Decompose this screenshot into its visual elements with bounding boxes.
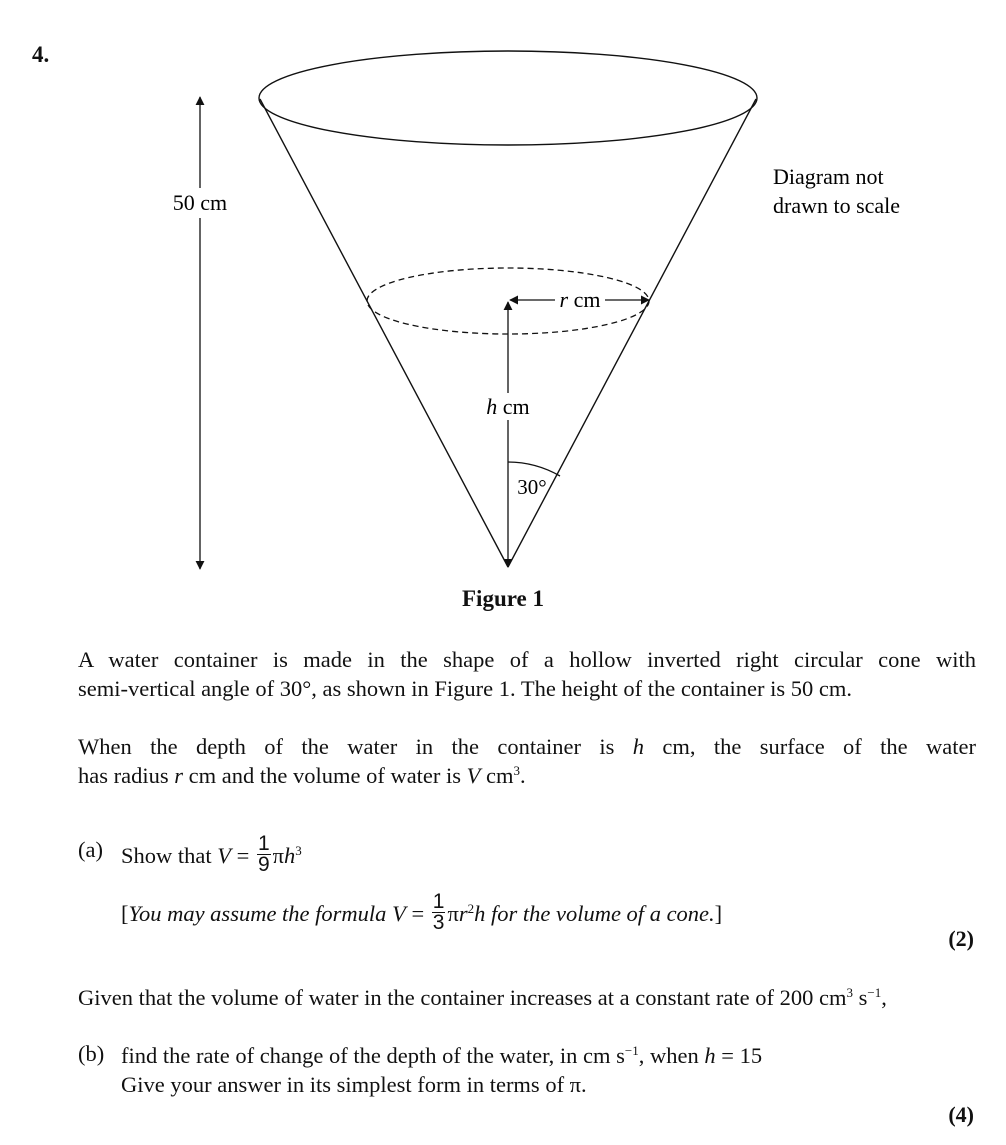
part-a-marks: (2) (948, 926, 974, 951)
part-a-hint: [You may assume the formula V = $\frac{1}{3}$ $\pi r^2h$ for the volume of a cone.] (121, 890, 723, 934)
part-b-marks: (4) (948, 1102, 974, 1127)
intro-line-4: has radius r cm and the volume of water is V $cm^3$. (78, 763, 526, 788)
question-number: 4. (32, 42, 50, 67)
part-b-line-1: find the rate of change of the depth of the water, in cm $s^{-1}$, when h = 15 (121, 1043, 763, 1068)
height-label: 50 cm (172, 190, 228, 215)
intro-line-3: When the depth of the water in the container is h cm, the surface of the water (78, 734, 976, 759)
part-a-label: (a) (78, 837, 103, 862)
angle-arc (508, 462, 560, 476)
given-statement: Given that the volume of water in the container increases at a constant rate of 200 $cm^3$ $s^{-1}$, (78, 985, 887, 1010)
depth-label: h cm (486, 394, 530, 419)
part-b-line-2: Give your answer in its simplest form in terms of π. (121, 1072, 587, 1097)
scale-note-line1: Diagram not (773, 164, 884, 189)
intro-line-1: A water container is made in the shape of a hollow inverted right circular cone with (78, 647, 976, 672)
radius-label: r cm (559, 287, 601, 312)
figure-caption: Figure 1 (462, 586, 544, 611)
angle-label: 30° (517, 475, 547, 499)
scale-note-line2: drawn to scale (773, 193, 901, 218)
intro-line-2: semi-vertical angle of 30°, as shown in Figure 1. The height of the container is 50 cm. (78, 676, 853, 701)
cone-rim (259, 51, 757, 145)
cone-left-side (260, 99, 508, 567)
part-b-label: (b) (78, 1041, 105, 1066)
part-a-statement: Show that V = $\frac{1}{9}$ $\pi h^3$ (121, 832, 302, 876)
